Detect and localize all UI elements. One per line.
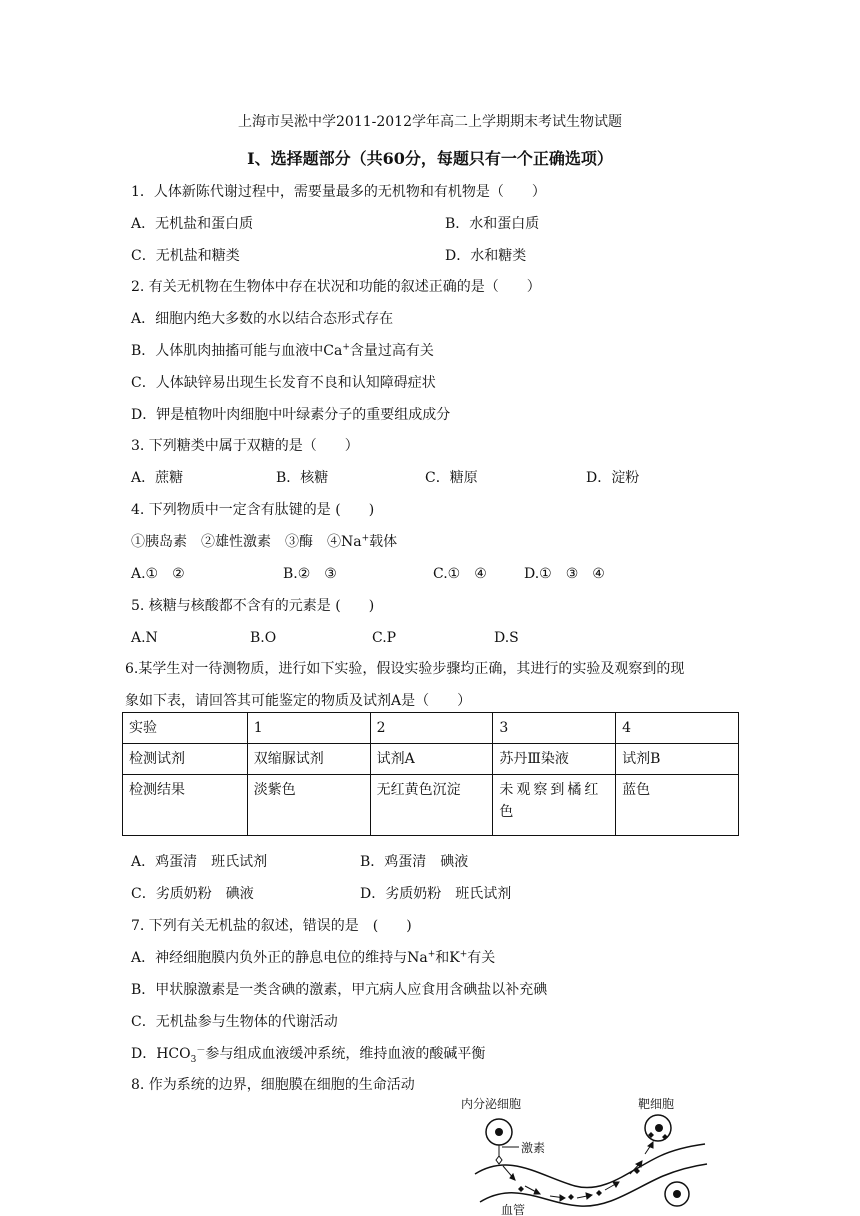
- q4-stem: 4. 下列物质中一定含有肽键的是 ( ): [131, 502, 375, 518]
- table-cell: 无红黄色沉淀: [370, 775, 493, 836]
- table-cell: 检测结果: [123, 775, 248, 836]
- table-cell: 试剂A: [370, 744, 493, 775]
- q4-items: ①胰岛素 ②雄性激素 ③酶 ④Na+载体: [131, 533, 398, 550]
- q2-option-d: D．钾是植物叶肉细胞中叶绿素分子的重要组成成分: [131, 407, 451, 423]
- q6-option-c: C．劣质奶粉 碘液: [131, 886, 254, 902]
- table-cell: 未观察到橘红色: [493, 775, 616, 836]
- label-blood-vessel: 血管: [501, 1203, 526, 1216]
- table-cell: 苏丹Ⅲ染液: [493, 744, 616, 775]
- label-hormone: 激素: [521, 1141, 546, 1155]
- q1-option-c: C．无机盐和糖类: [131, 248, 240, 264]
- vessel-wall-lower: [480, 1164, 707, 1206]
- table-row: [123, 744, 739, 775]
- q7-stem: 7. 下列有关无机盐的叙述，错误的是 ( ): [131, 918, 412, 934]
- q4-option-d: D.① ③ ④: [524, 566, 605, 582]
- hormone-signaling-diagram: [455, 1094, 715, 1216]
- hormone-molecule-icon: [496, 1156, 502, 1164]
- table-row: [123, 775, 739, 836]
- table-row: [123, 713, 739, 744]
- q8-stem: 8. 作为系统的边界，细胞膜在细胞的生命活动: [131, 1077, 415, 1093]
- q7-option-c: C．无机盐参与生物体的代谢活动: [131, 1014, 338, 1030]
- q6-option-d: D．劣质奶粉 班氏试剂: [360, 886, 512, 902]
- q5-option-d: D.S: [494, 630, 519, 646]
- q6-option-b: B．鸡蛋清 碘液: [360, 854, 469, 870]
- section-heading: Ⅰ、选择题部分（共60分，每题只有一个正确选项）: [247, 149, 613, 168]
- q4-option-a: A.① ②: [131, 566, 185, 582]
- q6-stem-line1: 6.某学生对一待测物质，进行如下实验，假设实验步骤均正确，其进行的实验及观察到的现: [125, 661, 685, 677]
- q2-stem: 2. 有关无机物在生物体中存在状况和功能的叙述正确的是（ ）: [131, 279, 541, 295]
- experiment-table: [122, 712, 739, 836]
- endocrine-cell-icon: [486, 1119, 512, 1145]
- table-cell: 实验: [123, 713, 248, 744]
- q4-option-c: C.① ④: [433, 566, 487, 582]
- table-cell: 1: [247, 713, 370, 744]
- table-cell: 试剂B: [616, 744, 739, 775]
- label-endocrine-cell: 内分泌细胞: [461, 1097, 522, 1111]
- q3-option-a: A．蔗糖: [131, 470, 184, 486]
- q4-option-b: B.② ③: [283, 566, 337, 582]
- q3-option-d: D．淀粉: [586, 470, 640, 486]
- q6-option-a: A．鸡蛋清 班氏试剂: [131, 854, 268, 870]
- q1-stem: 1．人体新陈代谢过程中，需要量最多的无机物和有机物是（ ）: [131, 184, 546, 200]
- q3-stem: 3. 下列糖类中属于双糖的是（ ）: [131, 438, 359, 454]
- q7-option-a: A．神经细胞膜内负外正的静息电位的维持与Na+和K+有关: [131, 949, 496, 966]
- q2-option-b: B．人体肌肉抽搐可能与血液中Ca+含量过高有关: [131, 342, 434, 359]
- q3-option-c: C．糖原: [425, 470, 478, 486]
- q5-stem: 5. 核糖与核酸都不含有的元素是 ( ): [131, 598, 375, 614]
- q2-option-a: A．细胞内绝大多数的水以结合态形式存在: [131, 311, 394, 327]
- table-cell: 双缩脲试剂: [247, 744, 370, 775]
- table-cell: 淡紫色: [247, 775, 370, 836]
- table-cell: 蓝色: [616, 775, 739, 836]
- q1-option-a: A．无机盐和蛋白质: [131, 216, 254, 232]
- q6-stem-line2: 象如下表，请回答其可能鉴定的物质及试剂A是（ ）: [125, 693, 472, 709]
- vessel-wall-upper: [475, 1144, 705, 1188]
- q2-option-c: C．人体缺锌易出现生长发育不良和认知障碍症状: [131, 375, 436, 391]
- table-cell: 3: [493, 713, 616, 744]
- table-cell: 4: [616, 713, 739, 744]
- q1-option-b: B．水和蛋白质: [445, 216, 540, 232]
- cell-icon: [665, 1182, 689, 1206]
- q1-option-d: D．水和糖类: [445, 248, 527, 264]
- q3-option-b: B．核糖: [276, 470, 329, 486]
- q5-option-b: B.O: [250, 630, 277, 646]
- q5-option-a: A.N: [131, 630, 158, 646]
- table-cell: 检测试剂: [123, 744, 248, 775]
- q7-option-d: D．$HCO_3^-$参与组成血液缓冲系统，维持血液的酸碱平衡: [131, 1045, 486, 1065]
- q5-option-c: C.P: [372, 630, 397, 646]
- document-title: 上海市吴淞中学2011-2012学年高二上学期期末考试生物试题: [238, 114, 622, 130]
- q7-option-b: B．甲状腺激素是一类含碘的激素，甲亢病人应食用含碘盐以补充碘: [131, 982, 548, 998]
- label-target-cell: 靶细胞: [638, 1097, 675, 1111]
- table-cell: 2: [370, 713, 493, 744]
